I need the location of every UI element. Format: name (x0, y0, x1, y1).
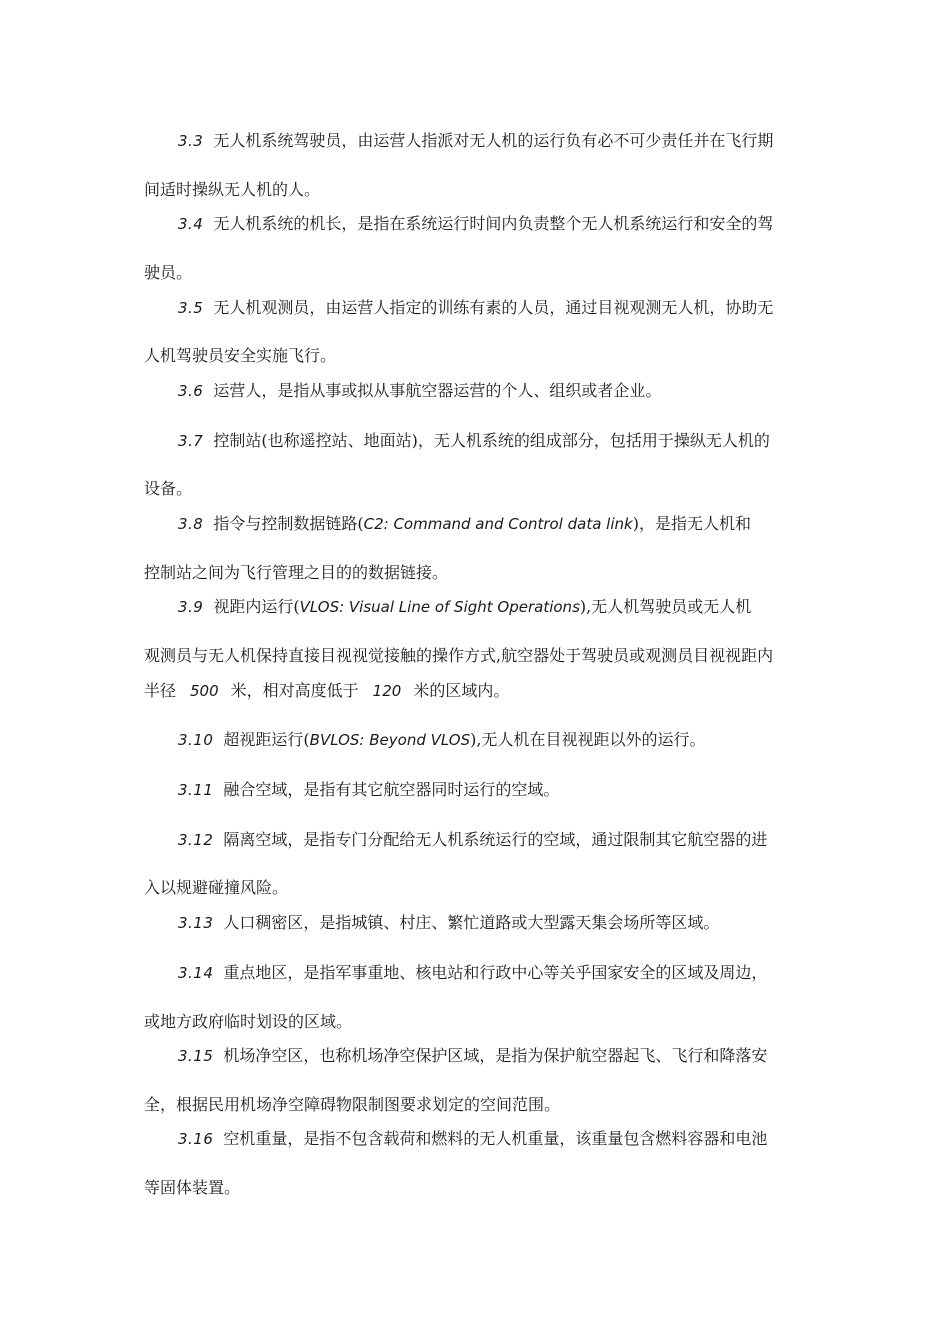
clause-3-13 (178, 913, 719, 933)
clause-text-pre: 超视距运行( (223, 730, 310, 749)
clause-number: 3.9 (178, 598, 204, 616)
clause-number: 3.15 (178, 1047, 214, 1065)
clause-text: 重点地区，是指军事重地、核电站和行政中心等关乎国家安全的区域及周边， (223, 963, 768, 982)
clause-3-7-cont: 设备。 (144, 479, 193, 498)
clause-3-16-cont: 等固体装置。 (144, 1178, 241, 1197)
text-height: 米，相对高度低于 (230, 681, 359, 700)
clause-text: 人口稠密区，是指城镇、村庄、繁忙道路或大型露天集会场所等区域。 (223, 913, 720, 932)
clause-3-14 (178, 963, 767, 983)
clause-3-4-cont: 驶员。 (144, 263, 193, 282)
clause-3-12-cont: 入以规避碰撞风险。 (144, 878, 289, 897)
clause-number: 3.12 (178, 831, 214, 849)
clause-text: 空机重量，是指不包含载荷和燃料的无人机重量，该重量包含燃料容器和电池 (223, 1129, 768, 1148)
clause-number: 3.14 (178, 964, 214, 982)
text-area: 米的区域内。 (413, 681, 510, 700)
clause-3-8 (178, 514, 751, 534)
clause-term-latin: C2: Command and Control data link (363, 515, 633, 533)
clause-text-post: ),无人机在目视视距以外的运行。 (470, 730, 706, 749)
clause-text-post: )，是指无人机和 (632, 514, 751, 533)
clause-number: 3.11 (178, 781, 214, 799)
clause-text: 隔离空域，是指专门分配给无人机系统运行的空域，通过限制其它航空器的进 (223, 830, 768, 849)
clause-3-15-cont: 全，根据民用机场净空障碍物限制图要求划定的空间范围。 (144, 1095, 561, 1114)
clause-number: 3.13 (178, 914, 214, 932)
clause-number: 3.4 (178, 215, 204, 233)
clause-3-12 (178, 830, 767, 850)
clause-3-5-cont: 人机驾驶员安全实施飞行。 (144, 346, 337, 365)
clause-number: 3.16 (178, 1130, 214, 1148)
clause-number: 3.6 (178, 382, 204, 400)
clause-text-pre: 指令与控制数据链路( (213, 514, 364, 533)
clause-text: 运营人，是指从事或拟从事航空器运营的个人、组织或者企业。 (213, 381, 662, 400)
clause-3-4 (178, 214, 773, 234)
clause-3-16 (178, 1129, 767, 1149)
clause-3-10 (178, 730, 705, 750)
value-500: 500 (190, 682, 219, 700)
clause-text-pre: 视距内运行( (213, 597, 300, 616)
clause-3-3-cont: 间适时操纵无人机的人。 (144, 180, 321, 199)
clause-3-11 (178, 780, 559, 800)
clause-text: 无人机系统的机长，是指在系统运行时间内负责整个无人机系统运行和安全的驾 (213, 214, 774, 233)
clause-3-5 (178, 298, 773, 318)
clause-text: 融合空域，是指有其它航空器同时运行的空域。 (223, 780, 560, 799)
clause-number: 3.3 (178, 132, 204, 150)
clause-number: 3.10 (178, 731, 214, 749)
clause-text: 无人机观测员，由运营人指定的训练有素的人员，通过目视观测无人机，协助无 (213, 298, 774, 317)
clause-term-latin: BVLOS: Beyond VLOS (309, 731, 471, 749)
clause-text-post: ),无人机驾驶员或无人机 (579, 597, 752, 616)
clause-3-9-cont-2 (144, 681, 509, 701)
value-120: 120 (372, 682, 402, 700)
clause-3-9 (178, 597, 751, 617)
clause-number: 3.7 (178, 432, 204, 450)
clause-3-7 (178, 431, 770, 451)
clause-text: 控制站(也称遥控站、地面站)，无人机系统的组成部分，包括用于操纵无人机的 (213, 431, 770, 450)
clause-number: 3.8 (178, 515, 204, 533)
clause-number: 3.5 (178, 299, 204, 317)
clause-3-14-cont: 或地方政府临时划设的区域。 (144, 1012, 353, 1031)
clause-term-latin: VLOS: Visual Line of Sight Operations (299, 598, 580, 616)
clause-3-9-cont: 观测员与无人机保持直接目视视觉接触的操作方式,航空器处于驾驶员或观测员目视视距内 (144, 646, 774, 665)
clause-3-3 (178, 131, 773, 151)
clause-3-6 (178, 381, 661, 401)
text-radius: 半径 (144, 681, 177, 700)
clause-3-8-cont: 控制站之间为飞行管理之目的的数据链接。 (144, 563, 449, 582)
clause-3-15 (178, 1046, 767, 1066)
clause-text: 无人机系统驾驶员，由运营人指派对无人机的运行负有必不可少责任并在飞行期 (213, 131, 774, 150)
clause-text: 机场净空区，也称机场净空保护区域，是指为保护航空器起飞、飞行和降落安 (223, 1046, 768, 1065)
